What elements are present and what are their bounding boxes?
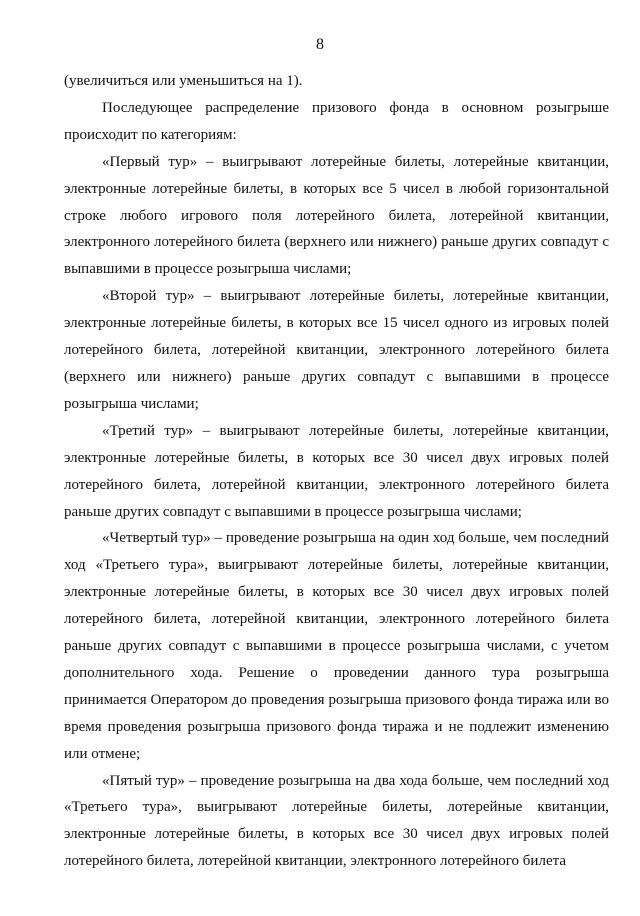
page-number: 8 bbox=[316, 36, 324, 53]
paragraph-fourth-round: «Четвертый тур» – проведение розыгрыша на один ход больше, чем последний ход «Третьего тура», выигрывают лотерейные билеты, лотерейные квитанции, электронные лотерейные билеты, в которых все 30 чисел двух игровых полей лотерейного билета, лотерейной квитанции, электронного лотерейного билета раньше других совпадут с выпавшими в процессе розыгрыша числами, с учетом дополнительного хода. Решение о проведении данного тура розыгрыша принимается Оператором до проведения розыгрыша призового фонда тиража или во время проведения розыгрыша призового фонда тиража и не подлежит изменению или отмене; bbox=[64, 530, 609, 762]
paragraph-third-round: «Третий тур» – выигрывают лотерейные билеты, лотерейные квитанции, электронные лотерейные билеты, в которых все 30 чисел двух игровых полей лотерейного билета, лотерейной квитанции, электронного лотерейного билета раньше других совпадут с выпавшими в процессе розыгрыша числами; bbox=[64, 422, 609, 520]
paragraph-fifth-round: «Пятый тур» – проведение розыгрыша на два хода больше, чем последний ход «Третьего тура», выигрывают лотерейные билеты, лотерейные квитанции, электронные лотерейные билеты, в которых все 30 чисел двух игровых полей лотерейного билета, лотерейной квитанции, электронного лотерейного билета bbox=[64, 772, 609, 870]
paragraph-prize-distribution: Последующее распределение призового фонда в основном розыгрыше происходит по категориям: bbox=[64, 99, 609, 143]
body-text bbox=[64, 68, 609, 875]
paragraph-first-round: «Первый тур» – выигрывают лотерейные билеты, лотерейные квитанции, электронные лотерейные билеты, в которых все 5 чисел в любой горизонтальной строке любого игрового поля лотерейного билета, лотерейной квитанции, электронного лотерейного билета (верхнего или нижнего) раньше других совпадут с выпавшими в процессе розыгрыша числами; bbox=[64, 153, 609, 278]
paragraph-continuation: (увеличиться или уменьшиться на 1). bbox=[64, 73, 303, 89]
paragraph-second-round: «Второй тур» – выигрывают лотерейные билеты, лотерейные квитанции, электронные лотерейные билеты, в которых все 15 чисел одного из игровых полей лотерейного билета, лотерейной квитанции, электронного лотерейного билета (верхнего или нижнего) раньше других совпадут с выпавшими в процессе розыгрыша числами; bbox=[64, 288, 609, 412]
